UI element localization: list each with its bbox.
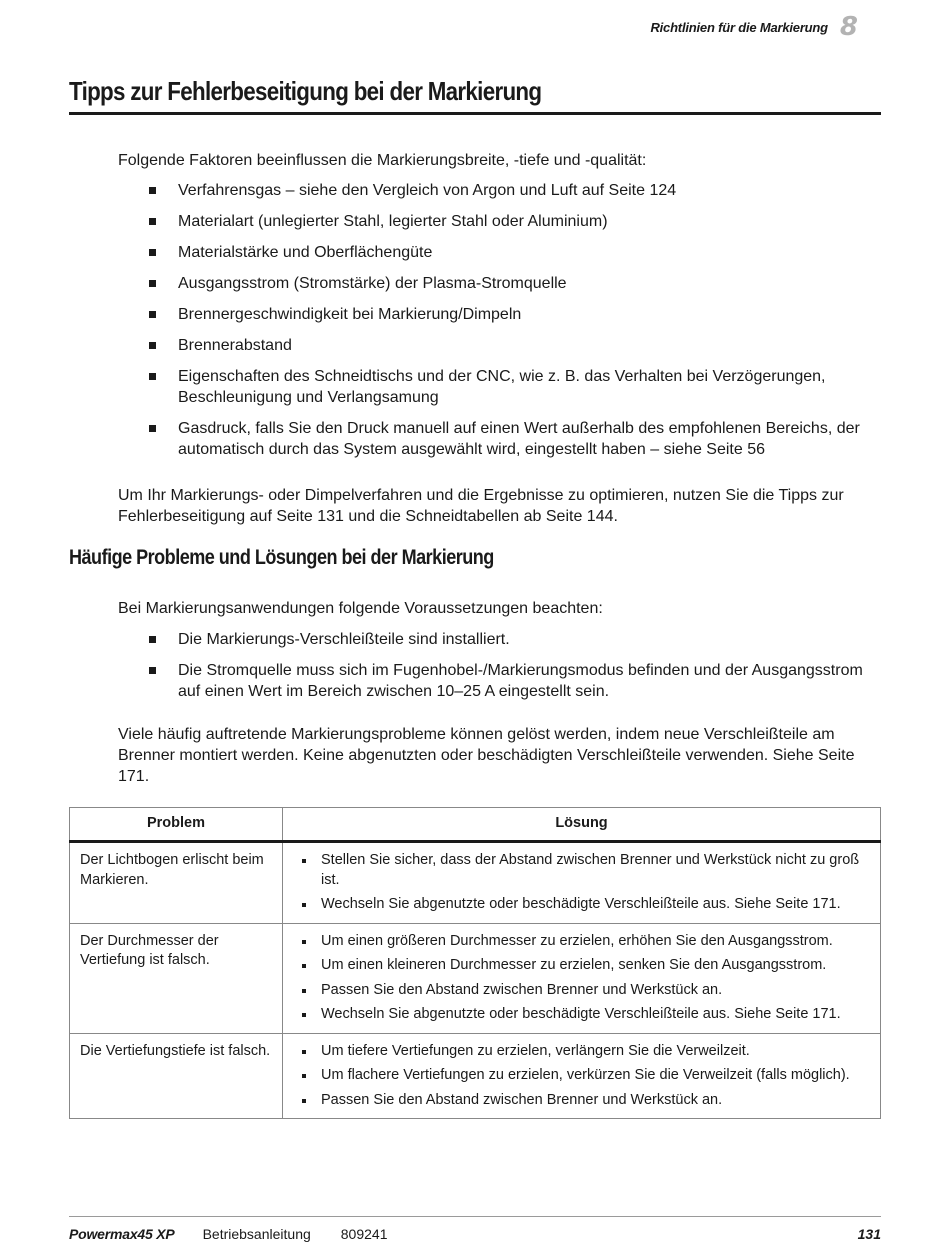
list-item: Materialart (unlegierter Stahl, legierter Stahl oder Aluminium) [148,211,888,232]
square-bullet-icon [149,280,156,287]
footer-doc-number: 809241 [340,1226,388,1242]
square-bullet-icon [149,342,156,349]
square-bullet-icon [149,249,156,256]
square-bullet-icon [149,636,156,643]
section2-intro: Bei Markierungsanwendungen folgende Voraussetzungen beachten: [118,600,603,617]
list-item: Um einen größeren Durchmesser zu erzielen, erhöhen Sie den Ausgangsstrom. [293,932,870,952]
factor-list [148,180,888,470]
list-item: Ausgangsstrom (Stromstärke) der Plasma-Stromquelle [148,273,888,294]
list-item: Passen Sie den Abstand zwischen Brenner und Werkstück an. [293,1091,870,1111]
section1-intro: Folgende Faktoren beeinflussen die Markierungsbreite, -tiefe und -qualität: [118,152,647,169]
bullet-icon [302,903,306,907]
footer-doc-type: Betriebsanleitung [202,1226,311,1242]
square-bullet-icon [149,218,156,225]
solution-cell [283,842,881,924]
list-item: Um flachere Vertiefungen zu erzielen, verkürzen Sie die Verweilzeit (falls möglich). [293,1066,870,1086]
list-item: Gasdruck, falls Sie den Druck manuell auf einen Wert außerhalb des empfohlenen Bereichs, der automatisch durch das System ausgewählt wird, eingestellt haben – siehe Seite 56 [148,418,888,460]
list-item: Um tiefere Vertiefungen zu erzielen, verlängern Sie die Verweilzeit. [293,1042,870,1062]
list-item: Brennerabstand [148,335,888,356]
table-row [70,842,881,924]
list-item: Wechseln Sie abgenutzte oder beschädigte Verschleißteile aus. Siehe Seite 171. [293,1005,870,1025]
bullet-icon [302,1074,306,1078]
list-item: Eigenschaften des Schneidtischs und der CNC, wie z. B. das Verhalten bei Verzögerungen, Beschleunigung und Verlangsamung [148,366,888,408]
column-header-problem: Problem [70,808,283,842]
list-item: Stellen Sie sicher, dass der Abstand zwischen Brenner und Werkstück nicht zu groß ist. [293,851,870,890]
square-bullet-icon [149,187,156,194]
prerequisite-list [148,629,888,712]
list-item: Verfahrensgas – siehe den Vergleich von Argon und Luft auf Seite 124 [148,180,888,201]
table-row [70,923,881,1033]
column-header-solution: Lösung [283,808,881,842]
bullet-icon [302,1013,306,1017]
section2-outro: Viele häufig auftretende Markierungsprobleme können gelöst werden, indem neue Verschleißteile am Brenner montiert werden. Keine abgenutzten oder beschädigten Verschleißteile verwenden. Siehe Seite 171. [118,726,855,785]
list-item: Wechseln Sie abgenutzte oder beschädigte Verschleißteile aus. Siehe Seite 171. [293,895,870,915]
bullet-icon [302,859,306,863]
table-row [70,1033,881,1119]
footer-rule [69,1216,881,1217]
list-item: Die Markierungs-Verschleißteile sind installiert. [148,629,888,650]
problem-solution-table [69,807,881,1119]
page-footer [69,1226,881,1242]
list-item: Brennergeschwindigkeit bei Markierung/Dimpeln [148,304,888,325]
problem-cell: Die Vertiefungstiefe ist falsch. [70,1033,283,1119]
solution-cell [283,923,881,1033]
section1-outro: Um Ihr Markierungs- oder Dimpelverfahren und die Ergebnisse zu optimieren, nutzen Sie die Tipps zur Fehlerbeseitigung auf Seite 131 und die Schneidtabellen ab Seite 144. [118,487,844,525]
square-bullet-icon [149,667,156,674]
solution-cell [283,1033,881,1119]
running-head [650,14,858,40]
list-item: Die Stromquelle muss sich im Fugenhobel-/Markierungsmodus befinden und der Ausgangsstrom auf einen Wert im Bereich zwischen 10–25 A eingestellt sein. [148,660,888,702]
bullet-icon [302,1050,306,1054]
footer-product: Powermax45 XP [69,1226,175,1242]
table-header-row [70,808,881,842]
list-item: Um einen kleineren Durchmesser zu erzielen, senken Sie den Ausgangsstrom. [293,956,870,976]
square-bullet-icon [149,373,156,380]
bullet-icon [302,989,306,993]
square-bullet-icon [149,425,156,432]
chapter-number: 8 [839,12,858,42]
running-head-title: Richtlinien für die Markierung [650,19,828,35]
bullet-icon [302,940,306,944]
section-heading-troubleshooting: Tipps zur Fehlerbeseitigung bei der Markierung [69,76,542,106]
list-item: Passen Sie den Abstand zwischen Brenner und Werkstück an. [293,981,870,1001]
bullet-icon [302,964,306,968]
heading-rule [69,112,881,115]
problem-cell: Der Durchmesser der Vertiefung ist falsch. [70,923,283,1033]
page-number: 131 [857,1226,881,1242]
section-heading-common-problems: Häufige Probleme und Lösungen bei der Markierung [69,546,494,569]
square-bullet-icon [149,311,156,318]
list-item: Materialstärke und Oberflächengüte [148,242,888,263]
bullet-icon [302,1099,306,1103]
problem-cell: Der Lichtbogen erlischt beim Markieren. [70,842,283,924]
